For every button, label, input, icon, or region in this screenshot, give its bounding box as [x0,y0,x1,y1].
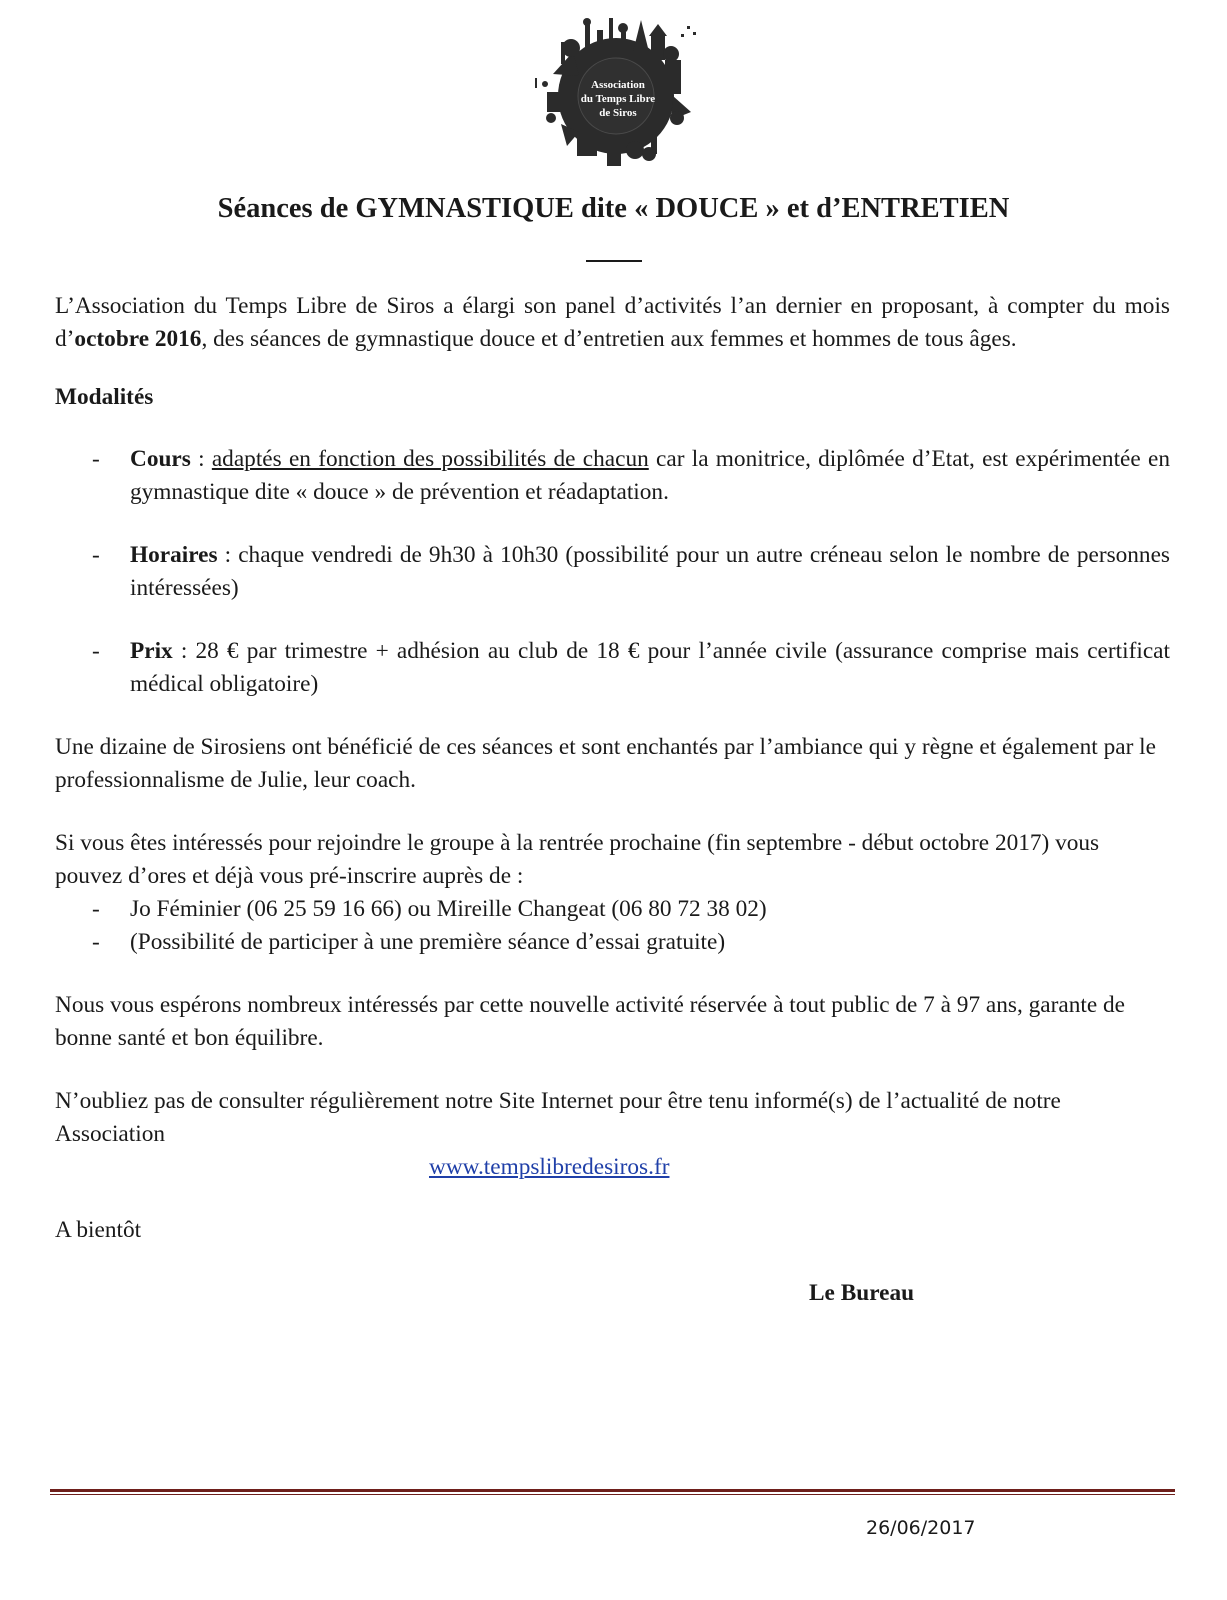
site-paragraph: N’oubliez pas de consulter régulièrement notre Site Internet pour être tenu informé(s) de l’actualité de notre Association [55,1088,1061,1147]
horaires-text: : chaque vendredi de 9h30 à 10h30 (possibilité pour un autre créneau selon le nombre de personnes intéressées) [130,542,1170,601]
document-title: Séances de GYMNASTIQUE dite « DOUCE » et d’ENTRETIEN [217,193,1010,224]
closing-text: A bientôt [55,1217,142,1243]
document-body [55,290,1170,1310]
prix-text: : 28 € par trimestre + adhésion au club de 18 € pour l’année civile (assurance comprise mais certificat médical obligatoire) [130,638,1170,697]
bullet-dash: - [92,929,100,955]
contacts-text: Jo Féminier (06 25 59 16 66) ou Mireille Changeat (06 80 72 38 02) [130,896,767,922]
list-item-contacts [55,893,1170,926]
logo-line-1: Association [591,79,645,91]
intro-text-2: , des séances de gymnastique douce et d’entretien aux femmes et hommes de tous âges. [201,326,1017,352]
list-item-essai [55,926,1170,959]
bullet-dash: - [92,896,100,922]
logo-line-3: de Siros [599,107,637,119]
list-item-cours [55,443,1170,509]
association-logo [531,14,701,169]
dizaine-paragraph: Une dizaine de Sirosiens ont bénéficié de ces séances et sont enchantés par l’ambiance qui y règne et également par le professionnalisme de Julie, leur coach. [55,734,1156,793]
cours-underlined: adaptés en fonction des possibilités de chacun [211,446,649,472]
intro-paragraph [55,290,1170,356]
logo-line-2: du Temps Libre [580,93,656,105]
nombreux-paragraph: Nous vous espérons nombreux intéressés par cette nouvelle activité réservée à tout public de 7 à 97 ans, garante de bonne santé et bon équilibre. [55,992,1125,1051]
horaires-label: Horaires [130,542,218,568]
inscription-paragraph: Si vous êtes intéressés pour rejoindre le groupe à la rentrée prochaine (fin septembre - début octobre 2017) vous pouvez d’ores et déjà vous pré-inscrire auprès de : [55,830,1100,889]
essai-text: (Possibilité de participer à une première séance d’essai gratuite) [130,929,726,955]
list-item-horaires [55,539,1170,605]
prix-label: Prix [130,638,173,664]
cours-separator: : [190,446,212,472]
bullet-dash: - [92,446,100,472]
title-underline [586,260,642,262]
intro-date-bold: octobre 2016 [74,326,202,352]
document-date: 26/06/2017 [866,1517,976,1539]
signature: Le Bureau [809,1280,915,1306]
intro-text-1: L’Association du Temps Libre de Siros a élargi son panel d’activités l’an dernier en proposant, à compter du mois d’ [55,293,1170,352]
bullet-dash: - [92,638,100,664]
cours-text: car la monitrice, diplômée d’Etat, est expérimentée en gymnastique dite « douce » de prévention et réadaptation. [130,446,1170,505]
footer-rule-thin [50,1494,1175,1495]
bullet-dash: - [92,542,100,568]
cours-label: Cours [130,446,191,472]
modalites-heading: Modalités [55,384,154,410]
list-item-prix [55,635,1170,701]
footer-rule [50,1489,1175,1492]
website-link[interactable]: www.tempslibredesiros.fr [429,1154,670,1180]
